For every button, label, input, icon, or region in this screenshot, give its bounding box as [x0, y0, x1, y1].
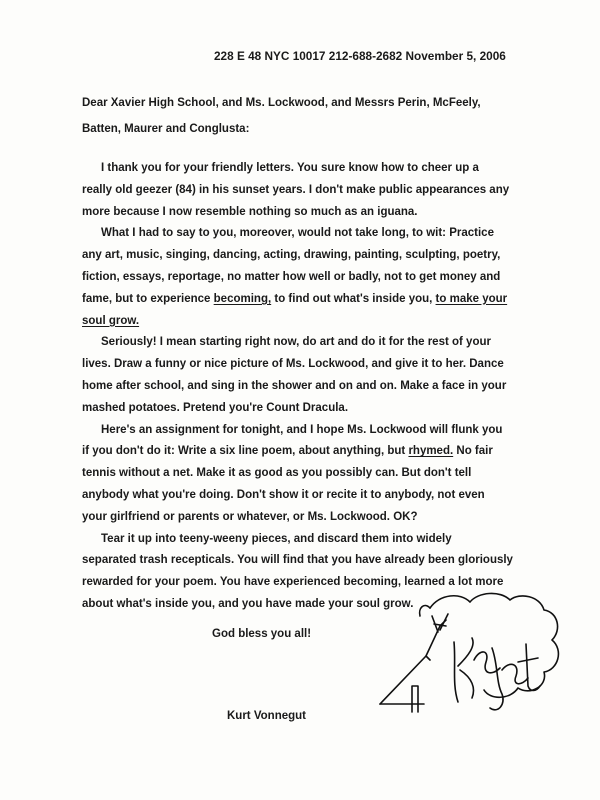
text-run: Tear it up into teeny-weeny pieces, and discard them into widely	[101, 532, 452, 545]
body-line	[101, 423, 502, 437]
closing: God bless you all!	[212, 628, 312, 640]
text-run: rewarded for your poem. You have experienced becoming, learned a lot more	[82, 576, 504, 589]
underlined-phrase: becoming,	[213, 292, 272, 305]
text-run: separated trash recepticals. You will find that you have already been gloriously	[82, 554, 513, 567]
text-run: if you don't do it: Write a six line poem, about anything, but	[82, 445, 409, 458]
letter-header: 228 E 48 NYC 10017 212-688-2682 November 5, 2006	[214, 49, 506, 63]
body-line	[82, 553, 513, 567]
body-line	[82, 357, 504, 371]
body-line	[82, 379, 506, 393]
body-line	[101, 226, 494, 240]
body-line	[82, 444, 493, 458]
underlined-phrase: rhymed.	[408, 445, 454, 458]
text-run: any art, music, singing, dancing, acting, drawing, painting, sculpting, poetry,	[82, 249, 501, 262]
text-run: lives. Draw a funny or nice picture of Ms. Lockwood, and give it to her. Dance	[82, 358, 504, 371]
body-line	[82, 248, 500, 262]
salutation-line: Batten, Maurer and Conglusta:	[82, 123, 250, 135]
body-line	[82, 466, 471, 480]
body-line	[82, 314, 139, 328]
body-line	[82, 205, 418, 219]
text-run: I thank you for your friendly letters. You sure know how to cheer up a	[101, 162, 479, 174]
text-run: your girlfriend or parents or whatever, or Ms. Lockwood. OK?	[82, 510, 418, 523]
body-line	[82, 183, 509, 197]
text-run: more because I now resemble nothing so much as an iguana.	[82, 205, 418, 218]
text-run: fiction, essays, reportage, no matter how well or badly, not to get money and	[82, 271, 501, 283]
underlined-phrase: to make your	[435, 292, 508, 305]
body-line	[82, 510, 417, 524]
body-line	[82, 270, 500, 284]
text-run: fame, but to experience	[82, 292, 214, 305]
signature-drawing	[360, 586, 570, 736]
text-run: Here's an assignment for tonight, and I hope Ms. Lockwood will flunk you	[101, 423, 503, 436]
signer-name: Kurt Vonnegut	[227, 710, 306, 722]
body-line	[82, 488, 485, 502]
body-line	[82, 401, 348, 415]
body-line	[101, 532, 452, 546]
text-run: really old geezer (84) in his sunset years. I don't make public appearances any	[82, 183, 510, 196]
text-run: home after school, and sing in the shower and on and on. Make a face in your	[82, 380, 507, 392]
body-line	[82, 292, 507, 306]
text-run: to find out what's inside you,	[271, 292, 436, 305]
text-run: mashed potatoes. Pretend you're Count Dracula.	[82, 401, 349, 414]
text-run: tennis without a net. Make it as good as you possibly can. But don't tell	[82, 467, 472, 480]
text-run: Seriously! I mean starting right now, do art and do it for the rest of your	[101, 336, 491, 349]
text-run: about what's inside you, and you have made your soul grow.	[82, 598, 414, 610]
underlined-phrase: soul grow.	[82, 314, 140, 327]
body-line	[101, 335, 491, 349]
text-run: anybody what you're doing. Don't show it or recite it to anybody, not even	[82, 489, 485, 501]
text-run: No fair	[453, 445, 493, 458]
salutation-line: Dear Xavier High School, and Ms. Lockwood, and Messrs Perin, McFeely,	[82, 97, 481, 109]
text-run: What I had to say to you, moreover, would not take long, to wit: Practice	[101, 227, 494, 240]
body-line	[101, 161, 479, 175]
